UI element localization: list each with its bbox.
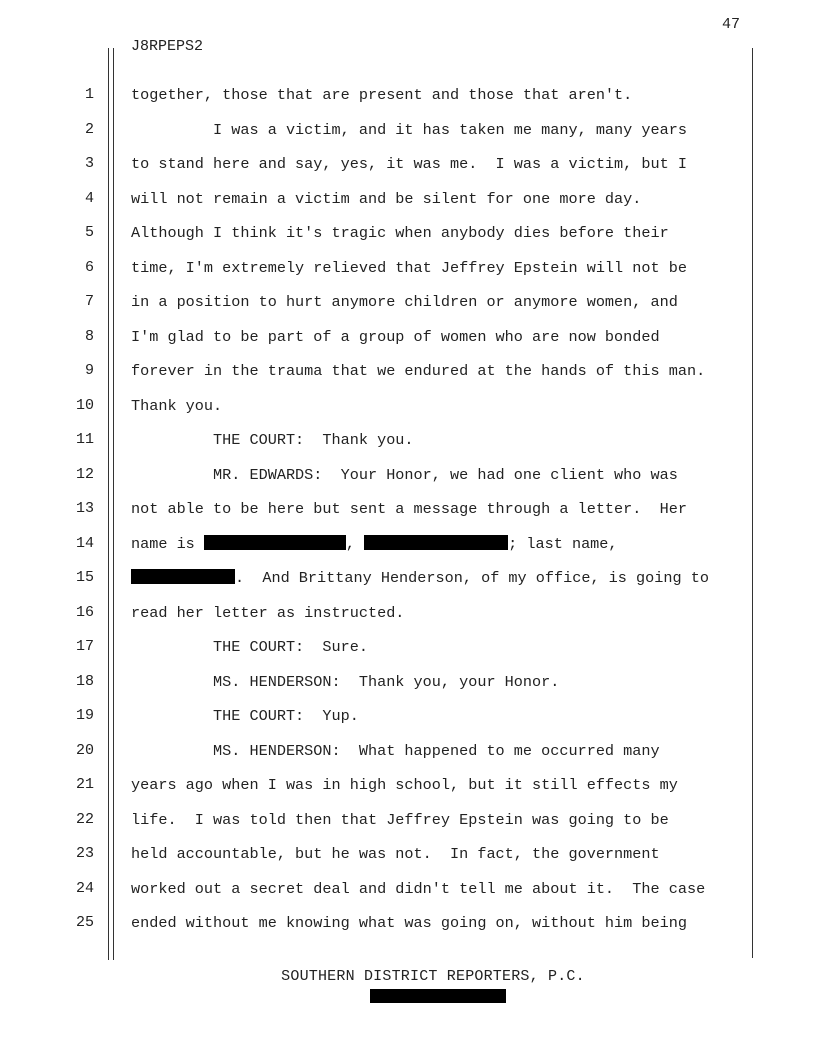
transcript-line	[0, 596, 816, 630]
line-number: 11	[75, 431, 94, 448]
line-number: 24	[75, 879, 94, 897]
line-text: MR. EDWARDS: Your Honor, we had one client who was	[131, 465, 678, 484]
transcript-line	[0, 354, 816, 388]
line-text: I was a victim, and it has taken me many, many years	[131, 120, 687, 139]
page-number: 47	[721, 16, 740, 33]
line-number: 18	[75, 672, 94, 690]
line-text-segment: . And Brittany Henderson, of my office, is going to	[235, 569, 709, 587]
line-text: forever in the trauma that we endured at the hands of this man.	[131, 362, 706, 380]
line-text: worked out a secret deal and didn't tell me about it. The case	[131, 879, 706, 898]
line-text: Thank you.	[131, 396, 223, 415]
transcript-line	[0, 734, 816, 768]
line-number: 22	[75, 810, 94, 828]
transcript-line	[0, 389, 816, 423]
transcript-line	[0, 251, 816, 285]
footer-redaction-bar	[370, 989, 506, 1003]
line-number: 10	[75, 396, 94, 414]
line-text: together, those that are present and those that aren't.	[131, 86, 633, 104]
transcript-line	[0, 527, 816, 561]
line-number: 9	[84, 362, 94, 379]
transcript-line	[0, 872, 816, 906]
line-text	[131, 527, 751, 561]
line-text: THE COURT: Yup.	[131, 707, 359, 725]
transcript-line	[0, 803, 816, 837]
line-number: 20	[75, 741, 94, 759]
line-number: 15	[75, 569, 94, 586]
line-number: 3	[84, 155, 94, 172]
line-text: I'm glad to be part of a group of women who are now bonded	[131, 327, 660, 346]
line-text: time, I'm extremely relieved that Jeffrey Epstein will not be	[131, 258, 687, 277]
line-number: 1	[84, 86, 94, 103]
line-text: read her letter as instructed.	[131, 603, 405, 622]
line-text: years ago when I was in high school, but it still effects my	[131, 776, 678, 794]
line-text: to stand here and say, yes, it was me. I was a victim, but I	[131, 155, 687, 173]
transcript-line	[0, 458, 816, 492]
transcript-line	[0, 216, 816, 250]
footer-reporter: SOUTHERN DISTRICT REPORTERS, P.C.	[281, 968, 585, 985]
line-text: THE COURT: Sure.	[131, 638, 368, 656]
line-number: 19	[75, 707, 94, 724]
line-number: 14	[75, 534, 94, 552]
line-text-segment: name is	[131, 534, 204, 553]
line-text: will not remain a victim and be silent for one more day.	[131, 189, 642, 208]
line-text: held accountable, but he was not. In fact, the government	[131, 845, 660, 863]
line-number: 6	[84, 258, 94, 276]
line-number: 16	[75, 603, 94, 621]
line-text: life. I was told then that Jeffrey Epstein was going to be	[131, 810, 669, 829]
line-text: THE COURT: Thank you.	[131, 431, 414, 449]
transcript-line	[0, 837, 816, 871]
case-id: J8RPEPS2	[131, 38, 204, 55]
transcript-line	[0, 285, 816, 319]
line-number: 17	[75, 638, 94, 655]
transcript-line	[0, 182, 816, 216]
transcript-line	[0, 78, 816, 112]
line-number: 12	[75, 465, 94, 483]
redaction-bar	[364, 535, 508, 550]
transcript-line	[0, 630, 816, 664]
line-text-segment: ,	[345, 534, 365, 553]
line-number: 4	[84, 189, 94, 207]
transcript-line	[0, 699, 816, 733]
line-text-segment: ; last name,	[508, 534, 618, 553]
line-number: 7	[84, 293, 94, 310]
redaction-bar	[204, 535, 346, 550]
line-number: 13	[75, 500, 94, 517]
line-text: ended without me knowing what was going on, without him being	[131, 914, 687, 932]
line-text: in a position to hurt anymore children or anymore women, and	[131, 293, 678, 311]
transcript-line	[0, 320, 816, 354]
transcript-line	[0, 906, 816, 940]
line-number: 2	[84, 120, 94, 138]
transcript-line	[0, 147, 816, 181]
transcript-line	[0, 423, 816, 457]
line-number: 8	[84, 327, 94, 345]
line-text: not able to be here but sent a message through a letter. Her	[131, 500, 687, 518]
transcript-line	[0, 492, 816, 526]
line-text	[131, 561, 751, 595]
line-number: 21	[75, 776, 94, 793]
transcript-line	[0, 768, 816, 802]
line-text: MS. HENDERSON: What happened to me occurred many	[131, 741, 660, 760]
redaction-bar	[131, 569, 235, 584]
transcript-line	[0, 561, 816, 595]
line-number: 25	[75, 914, 94, 931]
line-number: 23	[75, 845, 94, 862]
transcript-line	[0, 113, 816, 147]
line-text: MS. HENDERSON: Thank you, your Honor.	[131, 672, 560, 691]
line-number: 5	[84, 224, 94, 241]
transcript-line	[0, 665, 816, 699]
line-text: Although I think it's tragic when anybody dies before their	[131, 224, 669, 242]
